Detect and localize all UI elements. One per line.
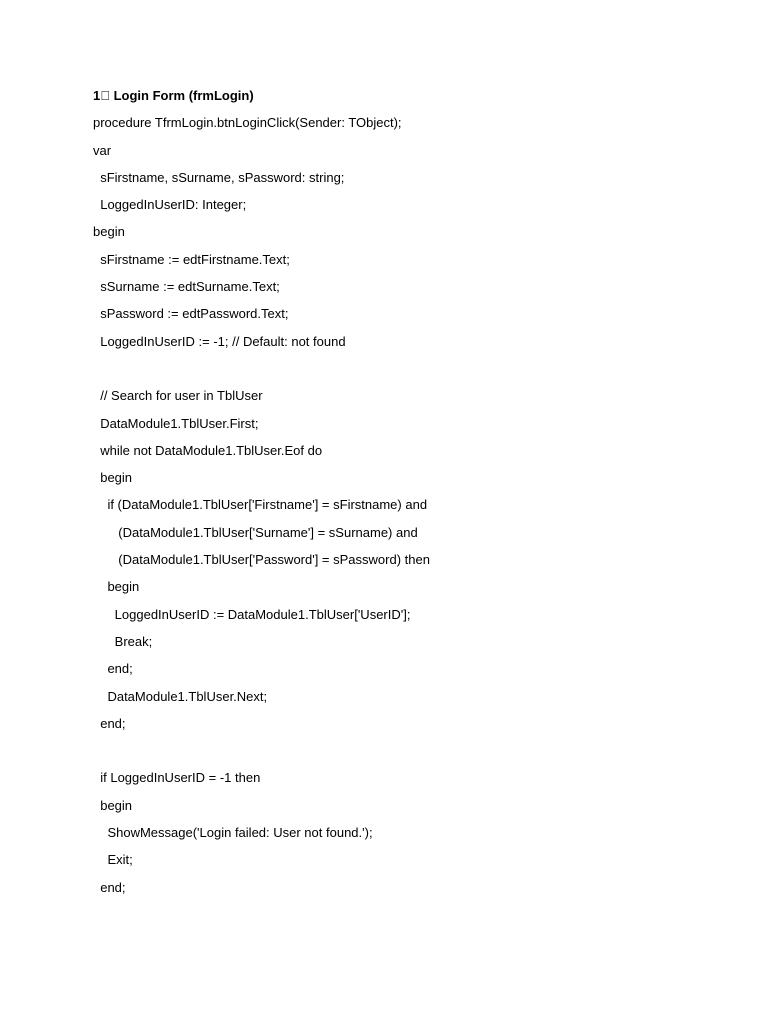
code-line: end; (93, 715, 126, 731)
code-line: begin (93, 797, 133, 813)
code-line: LoggedInUserID: Integer; (93, 197, 247, 213)
code-line: DataModule1.TblUser.Next; (93, 688, 268, 704)
code-line: LoggedInUserID := -1; // Default: not found (93, 333, 346, 349)
code-line: sFirstname := edtFirstname.Text; (93, 251, 290, 267)
code-line: DataModule1.TblUser.First; (93, 415, 259, 431)
code-line: (DataModule1.TblUser['Password'] = sPassword) then (93, 552, 430, 568)
code-line: sSurname := edtSurname.Text; (93, 279, 280, 295)
blank-line (93, 741, 733, 768)
blank-line (93, 359, 733, 386)
code-line: begin (93, 579, 140, 595)
code-line: LoggedInUserID := DataModule1.TblUser['UserID']; (93, 606, 411, 622)
code-line: begin (93, 224, 125, 240)
code-line: (DataModule1.TblUser['Surname'] = sSurname) and (93, 524, 418, 540)
code-line: var (93, 142, 112, 158)
code-line: sFirstname, sSurname, sPassword: string; (93, 169, 345, 185)
code-line: ShowMessage('Login failed: User not found.'); (93, 825, 373, 841)
code-line: if (DataModule1.TblUser['Firstname'] = sFirstname) and (93, 497, 428, 513)
code-line: // Search for user in TblUser (93, 388, 263, 404)
code-line: end; (93, 661, 133, 677)
code-line: Exit; (93, 852, 133, 868)
section-heading: 1⃣ Login Form (frmLogin) (93, 88, 254, 103)
code-line: procedure TfrmLogin.btnLoginClick(Sender: TObject); (93, 115, 402, 131)
code-block (93, 113, 733, 905)
code-line: end; (93, 879, 126, 895)
code-line: if LoggedInUserID = -1 then (93, 770, 261, 786)
document-body (93, 86, 733, 905)
code-line: begin (93, 470, 133, 486)
code-line: Break; (93, 633, 153, 649)
code-line: sPassword := edtPassword.Text; (93, 306, 289, 322)
code-line: while not DataModule1.TblUser.Eof do (93, 442, 323, 458)
